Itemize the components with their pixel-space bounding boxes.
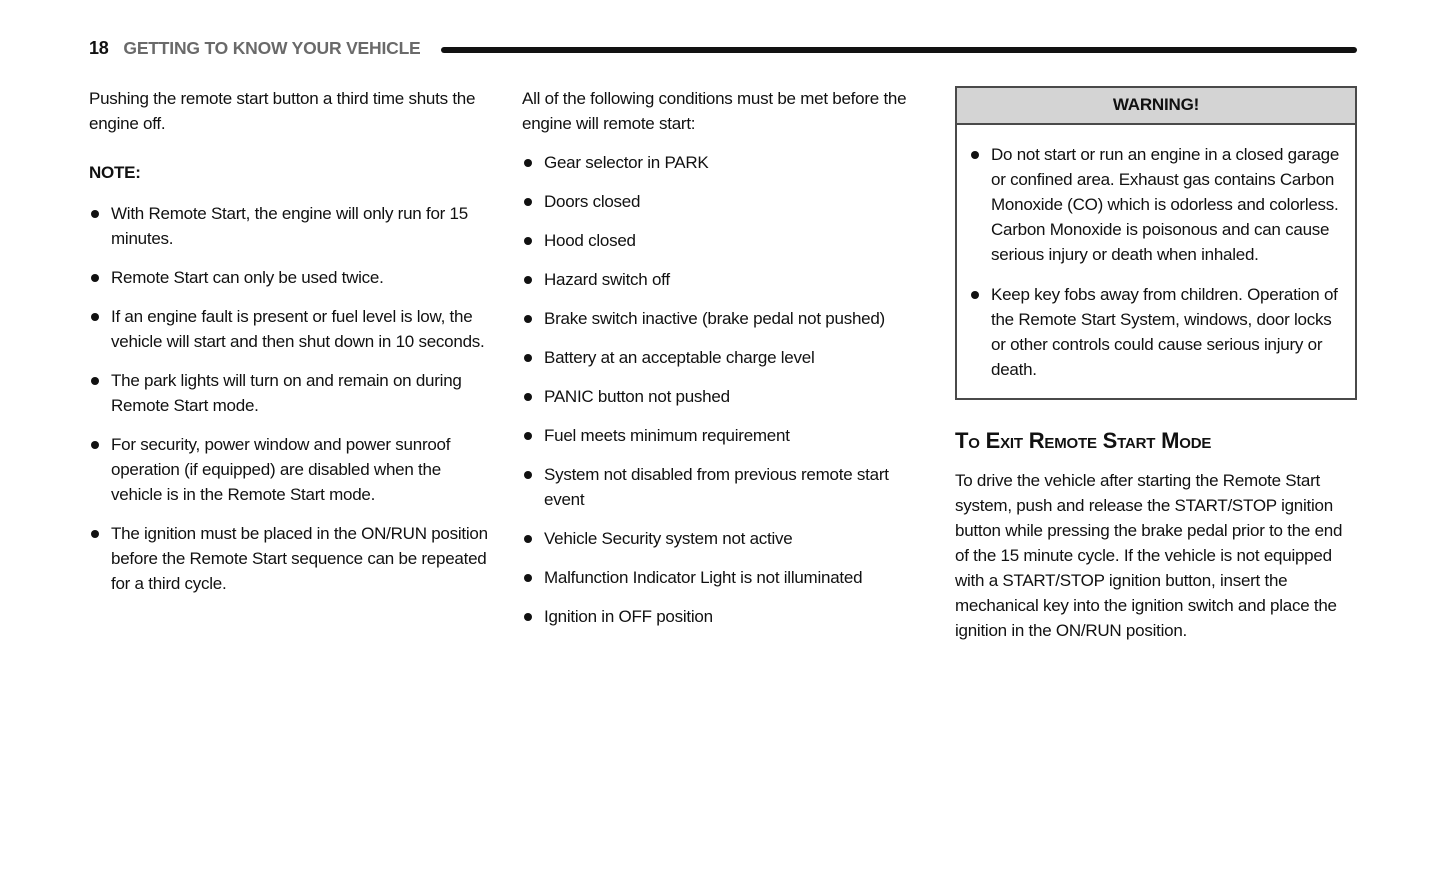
list-item: [89, 201, 489, 251]
column-warning-exit: [955, 86, 1357, 643]
bullet-icon: [524, 432, 532, 440]
column-start-conditions: [522, 86, 922, 643]
warning-title: WARNING!: [957, 88, 1355, 125]
list-item: [89, 368, 489, 418]
list-item: [522, 565, 922, 590]
bullet-icon: [524, 198, 532, 206]
list-item: [969, 282, 1341, 382]
list-item: [522, 345, 922, 370]
list-item: [522, 604, 922, 629]
list-item-text: Malfunction Indicator Light is not illuminated: [544, 568, 863, 587]
list-item: [969, 142, 1341, 267]
list-item-text: For security, power window and power sunroof operation (if equipped) are disabled when the vehicle is in the Remote Start mode.: [111, 435, 451, 504]
bullet-icon: [524, 354, 532, 362]
list-item: [522, 189, 922, 214]
bullet-icon: [524, 393, 532, 401]
bullet-icon: [524, 574, 532, 582]
column-remote-start-notes: [89, 86, 489, 643]
list-item-text: Hood closed: [544, 231, 636, 250]
list-item: [522, 384, 922, 409]
conditions-list: [522, 150, 922, 629]
warning-list: [969, 142, 1341, 382]
list-item: [522, 462, 922, 512]
list-item-text: PANIC button not pushed: [544, 387, 730, 406]
list-item: [89, 432, 489, 507]
exit-section-heading: To Exit Remote Start Mode: [955, 428, 1212, 453]
bullet-icon: [524, 471, 532, 479]
list-item: [522, 228, 922, 253]
list-item: [89, 521, 489, 596]
bullet-icon: [971, 291, 979, 299]
bullet-icon: [91, 210, 99, 218]
list-item-text: Ignition in OFF position: [544, 607, 713, 626]
remote-start-intro: Pushing the remote start button a third time shuts the engine off.: [89, 89, 476, 133]
list-item-text: System not disabled from previous remote start event: [544, 465, 889, 509]
list-item-text: Do not start or run an engine in a closed garage or confined area. Exhaust gas contains Carbon Monoxide (CO) which is odorless and colorless. Carbon Monoxide is poisonous and can cause serious injury or death when inhaled.: [991, 145, 1340, 264]
bullet-icon: [524, 159, 532, 167]
list-item-text: Keep key fobs away from children. Operation of the Remote Start System, windows, door locks or other controls could cause serious injury or death.: [991, 285, 1338, 379]
bullet-icon: [524, 237, 532, 245]
list-item-text: Hazard switch off: [544, 270, 670, 289]
conditions-intro: All of the following conditions must be met before the engine will remote start:: [522, 89, 907, 133]
page-content: [0, 59, 1445, 643]
chapter-title: GETTING TO KNOW YOUR VEHICLE: [123, 38, 421, 58]
note-label: NOTE:: [89, 163, 141, 182]
list-item: [522, 267, 922, 292]
page-header: [0, 0, 1445, 59]
exit-section-body: To drive the vehicle after starting the Remote Start system, push and release the START/STOP ignition button while pressing the brake pedal prior to the end of the 15 minute cycle. If the vehicle is not equipped with a START/STOP ignition button, insert the mechanical key into the ignition switch and place the ignition in the ON/RUN position.: [955, 471, 1343, 640]
bullet-icon: [91, 313, 99, 321]
list-item-text: If an engine fault is present or fuel level is low, the vehicle will start and then shut down in 10 seconds.: [111, 307, 485, 351]
bullet-icon: [91, 530, 99, 538]
list-item-text: The park lights will turn on and remain on during Remote Start mode.: [111, 371, 462, 415]
warning-body: [957, 125, 1355, 398]
page-number: 18: [89, 38, 109, 58]
bullet-icon: [91, 274, 99, 282]
list-item: [89, 304, 489, 354]
bullet-icon: [91, 377, 99, 385]
bullet-icon: [524, 315, 532, 323]
list-item-text: Gear selector in PARK: [544, 153, 709, 172]
list-item: [522, 150, 922, 175]
list-item-text: The ignition must be placed in the ON/RUN position before the Remote Start sequence can be repeated for a third cycle.: [111, 524, 488, 593]
bullet-icon: [524, 535, 532, 543]
list-item: [522, 306, 922, 331]
list-item-text: With Remote Start, the engine will only run for 15 minutes.: [111, 204, 468, 248]
list-item: [522, 526, 922, 551]
list-item-text: Brake switch inactive (brake pedal not pushed): [544, 309, 885, 328]
bullet-icon: [971, 151, 979, 159]
list-item-text: Battery at an acceptable charge level: [544, 348, 815, 367]
list-item: [522, 423, 922, 448]
notes-list: [89, 201, 489, 596]
bullet-icon: [524, 276, 532, 284]
header-rule: [441, 47, 1357, 53]
list-item-text: Doors closed: [544, 192, 641, 211]
list-item-text: Vehicle Security system not active: [544, 529, 793, 548]
bullet-icon: [524, 613, 532, 621]
list-item-text: Remote Start can only be used twice.: [111, 268, 384, 287]
warning-box: [955, 86, 1357, 400]
list-item-text: Fuel meets minimum requirement: [544, 426, 790, 445]
list-item: [89, 265, 489, 290]
bullet-icon: [91, 441, 99, 449]
